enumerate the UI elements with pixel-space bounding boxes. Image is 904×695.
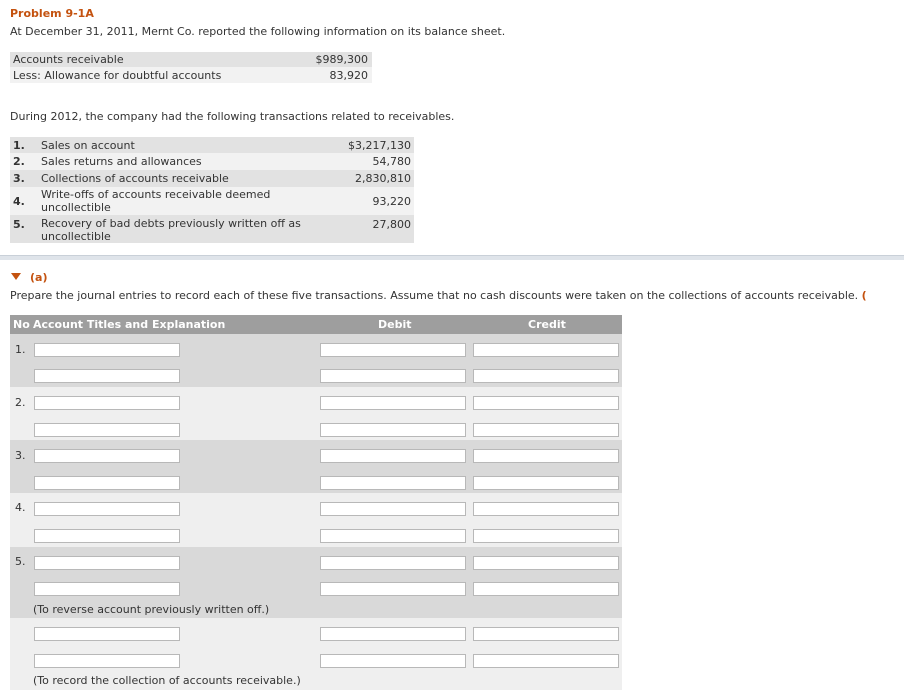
- section-divider: [0, 255, 904, 260]
- entry-num: 5.: [15, 555, 26, 568]
- transaction-label: Sales on account: [41, 139, 135, 152]
- col-account: Account Titles and Explanation: [33, 318, 226, 331]
- account-title-input[interactable]: [34, 627, 180, 641]
- entry-num: 1.: [15, 343, 26, 356]
- transaction-value: 54,780: [372, 155, 411, 168]
- transaction-value: 2,830,810: [355, 172, 411, 185]
- debit-input[interactable]: [320, 396, 466, 410]
- col-credit: Credit: [528, 318, 566, 331]
- credit-input[interactable]: [473, 476, 619, 490]
- note-reverse: (To reverse account previously written off.): [33, 603, 270, 616]
- debit-input[interactable]: [320, 343, 466, 357]
- transaction-num: 5.: [13, 218, 25, 231]
- transaction-num: 2.: [13, 155, 25, 168]
- credit-input[interactable]: [473, 529, 619, 543]
- collapse-toggle[interactable]: [11, 273, 21, 280]
- transaction-row: [10, 215, 414, 243]
- balance-label: Less: Allowance for doubtful accounts: [13, 69, 222, 82]
- transaction-row: [10, 153, 414, 170]
- balance-value: $989,300: [315, 53, 368, 66]
- entry-block-3: [10, 440, 622, 493]
- instruction-text: Prepare the journal entries to record each of these five transactions. Assume that no cash discounts were taken on the collections of accounts receivable.: [10, 289, 859, 302]
- transaction-label: Recovery of bad debts previously written off as: [41, 217, 301, 230]
- balance-value: 83,920: [329, 69, 368, 82]
- col-no: No: [13, 318, 30, 331]
- account-title-input[interactable]: [34, 369, 180, 383]
- account-title-input[interactable]: [34, 529, 180, 543]
- triangle-down-icon: [11, 273, 21, 280]
- account-title-input[interactable]: [34, 449, 180, 463]
- transaction-label: Collections of accounts receivable: [41, 172, 229, 185]
- section-a-instruction: [10, 289, 867, 302]
- credit-input[interactable]: [473, 582, 619, 596]
- balance-label: Accounts receivable: [13, 53, 124, 66]
- account-title-input[interactable]: [34, 423, 180, 437]
- debit-input[interactable]: [320, 423, 466, 437]
- during-text: During 2012, the company had the following transactions related to receivables.: [10, 110, 455, 123]
- debit-input[interactable]: [320, 502, 466, 516]
- debit-input[interactable]: [320, 529, 466, 543]
- account-title-input[interactable]: [34, 476, 180, 490]
- debit-input[interactable]: [320, 627, 466, 641]
- credit-input[interactable]: [473, 556, 619, 570]
- debit-input[interactable]: [320, 556, 466, 570]
- balance-row-1: [10, 52, 372, 67]
- entry-num: 4.: [15, 501, 26, 514]
- account-title-input[interactable]: [34, 556, 180, 570]
- transaction-row: [10, 137, 414, 153]
- account-title-input[interactable]: [34, 396, 180, 410]
- entry-block-1: [10, 334, 622, 387]
- debit-input[interactable]: [320, 654, 466, 668]
- debit-input[interactable]: [320, 476, 466, 490]
- credit-input[interactable]: [473, 369, 619, 383]
- journal-header: [10, 315, 622, 334]
- credit-input[interactable]: [473, 502, 619, 516]
- instruction-tail: (: [861, 289, 867, 302]
- transaction-value: $3,217,130: [348, 139, 411, 152]
- entry-num: 2.: [15, 396, 26, 409]
- transaction-label: Write-offs of accounts receivable deemed: [41, 188, 271, 201]
- section-a-label: (a): [30, 271, 48, 284]
- transaction-label-cont: uncollectible: [41, 201, 111, 214]
- transaction-value: 93,220: [372, 195, 411, 208]
- entry-block-2: [10, 387, 622, 440]
- credit-input[interactable]: [473, 627, 619, 641]
- balance-row-2: [10, 67, 372, 83]
- account-title-input[interactable]: [34, 343, 180, 357]
- transaction-row: [10, 187, 414, 215]
- transaction-row: [10, 170, 414, 187]
- credit-input[interactable]: [473, 343, 619, 357]
- entry-block-5a: [10, 547, 622, 618]
- note-collection: (To record the collection of accounts receivable.): [33, 674, 301, 687]
- account-title-input[interactable]: [34, 582, 180, 596]
- problem-title: Problem 9-1A: [10, 7, 94, 20]
- credit-input[interactable]: [473, 423, 619, 437]
- transaction-num: 4.: [13, 195, 25, 208]
- transaction-num: 3.: [13, 172, 25, 185]
- debit-input[interactable]: [320, 369, 466, 383]
- debit-input[interactable]: [320, 582, 466, 596]
- problem-intro: At December 31, 2011, Mernt Co. reported the following information on its balance sheet.: [10, 25, 506, 38]
- transaction-label: Sales returns and allowances: [41, 155, 202, 168]
- transaction-num: 1.: [13, 139, 25, 152]
- credit-input[interactable]: [473, 654, 619, 668]
- transaction-label-cont: uncollectible: [41, 230, 111, 243]
- entry-block-4: [10, 493, 622, 547]
- transaction-value: 27,800: [372, 218, 411, 231]
- entry-num: 3.: [15, 449, 26, 462]
- account-title-input[interactable]: [34, 502, 180, 516]
- debit-input[interactable]: [320, 449, 466, 463]
- col-debit: Debit: [378, 318, 412, 331]
- credit-input[interactable]: [473, 396, 619, 410]
- account-title-input[interactable]: [34, 654, 180, 668]
- entry-block-5b: [10, 618, 622, 690]
- credit-input[interactable]: [473, 449, 619, 463]
